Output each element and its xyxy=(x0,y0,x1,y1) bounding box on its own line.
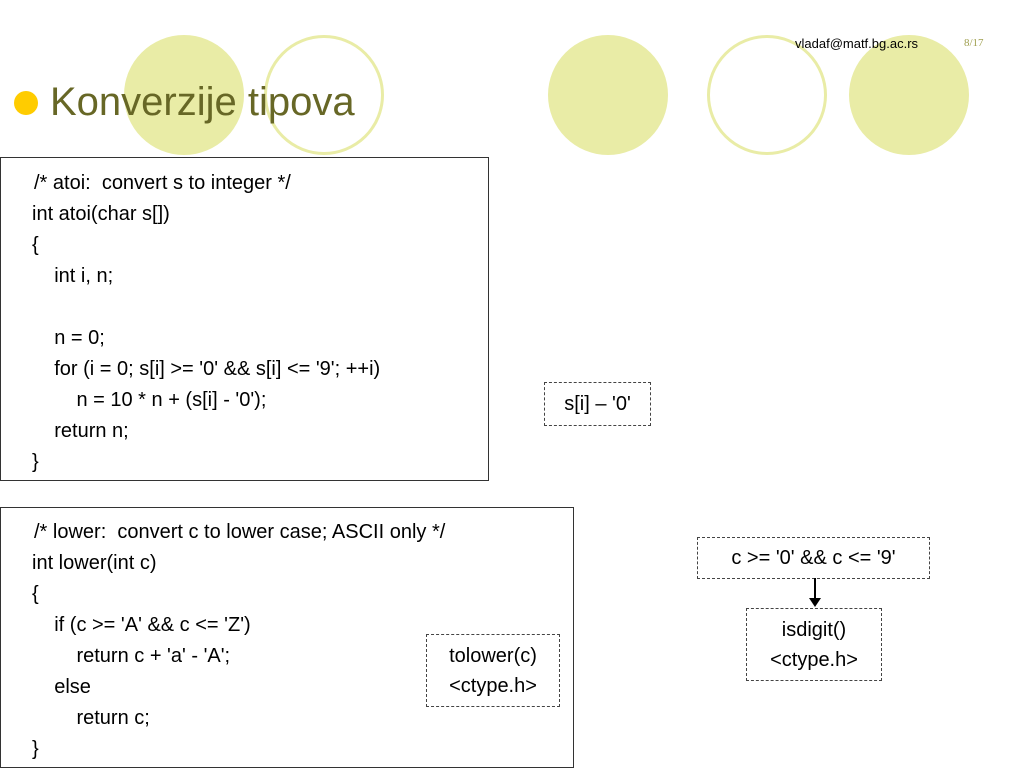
note-digit-offset xyxy=(544,382,651,426)
code-block-atoi xyxy=(0,157,489,481)
code-line: } xyxy=(32,451,39,473)
code-line: int lower(int c) xyxy=(32,552,157,574)
decor-circle-5 xyxy=(849,35,969,155)
code-line: int atoi(char s[]) xyxy=(32,203,170,225)
code-line: { xyxy=(32,583,39,605)
code-line: /* atoi: convert s to integer */ xyxy=(34,172,291,194)
code-line: else xyxy=(32,676,91,698)
note-text: <ctype.h> xyxy=(449,675,537,697)
code-line: for (i = 0; s[i] >= '0' && s[i] <= '9'; ++i) xyxy=(32,358,381,380)
arrow-down-icon xyxy=(809,598,821,607)
code-line: return n; xyxy=(32,420,129,442)
code-line: } xyxy=(32,738,39,760)
note-text: <ctype.h> xyxy=(770,649,858,671)
decor-circle-3 xyxy=(548,35,668,155)
page-number: 8/17 xyxy=(964,37,984,49)
code-line: { xyxy=(32,234,39,256)
note-isdigit xyxy=(746,608,882,681)
author-email: vladaf@matf.bg.ac.rs xyxy=(795,36,919,51)
decor-circle-4 xyxy=(707,35,827,155)
code-line: int i, n; xyxy=(32,265,114,287)
code-line: n = 0; xyxy=(32,327,105,349)
arrow-connector xyxy=(814,578,816,600)
title-bullet-icon xyxy=(14,91,38,115)
note-text: c >= '0' && c <= '9' xyxy=(731,547,896,569)
code-line: n = 10 * n + (s[i] - '0'); xyxy=(32,389,267,411)
note-text: s[i] – '0' xyxy=(564,393,631,415)
slide-title: Konverzije tipova xyxy=(50,80,355,124)
code-line: return c; xyxy=(32,707,150,729)
code-line: /* lower: convert c to lower case; ASCII only */ xyxy=(34,521,446,543)
note-digit-test xyxy=(697,537,930,579)
code-line: return c + 'a' - 'A'; xyxy=(32,645,231,667)
note-tolower xyxy=(426,634,560,707)
code-line: if (c >= 'A' && c <= 'Z') xyxy=(32,614,251,636)
note-text: isdigit() xyxy=(781,619,847,641)
note-text: tolower(c) xyxy=(449,645,537,667)
